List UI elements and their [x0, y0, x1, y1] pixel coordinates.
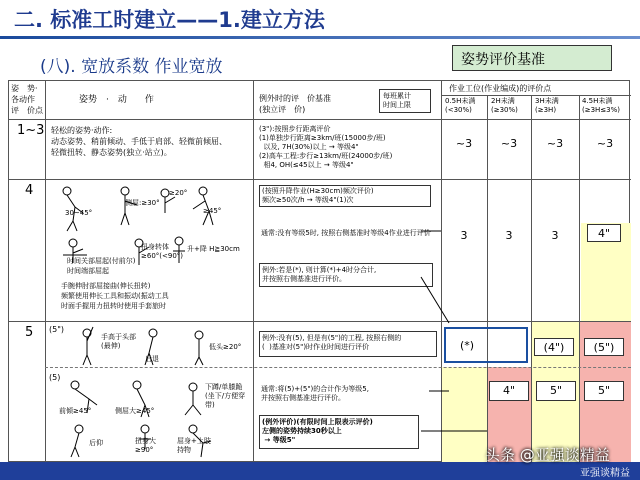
row-4-value-45h: 4" [597, 227, 611, 240]
fig-5b-lean-back: 后仰 [89, 439, 103, 447]
fig-4-angle-20: ≥20° [169, 189, 188, 197]
fig-4-lateral-bend: 侧屈:≥30° [125, 199, 160, 207]
title-divider [0, 36, 640, 39]
connector-arrows [9, 81, 631, 463]
row-5b-value-3h: 5" [549, 384, 563, 397]
row-1-3-value-3h: ~3 [546, 137, 564, 150]
row-1-3-value-45h: ~3 [596, 137, 614, 150]
footer-brand: 亚强谈精益 [580, 468, 630, 479]
section-subtitle: (八). 宽放系数 作业宽放 [40, 57, 223, 77]
fig-5b-squat: 下蹲/单膝跪(坐下/方便穿带) [205, 383, 246, 409]
row-4-example-2: 通常:没有等级5时, 按照右侧基准时等级4作业进行评价 [261, 229, 431, 237]
row-5b-value-45h: 5" [597, 384, 611, 397]
row-5c-example: (例外评价)(有限时间上限表示评价) 左侧的姿势持续30秒以上 → 等级5" [262, 418, 373, 444]
posture-evaluation-table [8, 80, 630, 462]
row-label-1-3: 1~3 [17, 123, 45, 138]
row-5b-label: (5) [49, 373, 61, 382]
row-5a-value-3h: (4") [543, 341, 565, 354]
row-label-5: 5 [25, 325, 34, 340]
header-example-criteria: 例外时的评 价基准 (独立评 价) [259, 94, 331, 114]
fig-4-arm-end: 时间端部屈起 [67, 267, 109, 275]
fig-5a-head-down: 低头≥20° [209, 343, 242, 351]
header-time-limit: 每班累计 时间上限 [383, 92, 411, 109]
fig-5a-lean-back: 后退 [145, 355, 159, 363]
header-col-3h: 3H未满 (≥3H) [535, 97, 559, 114]
watermark: 头条 @亚强谈精益 [485, 446, 610, 464]
row-5a-value-05h: (*) [459, 339, 475, 352]
row-5b-example: 通常:将(5)+(5")的合计作为等级5, 并按照右侧基准进行评价。 [261, 385, 369, 402]
row-4-description: 手腕伸肘部屈接曲(伸长扭转) 频繁使用伸长工具和振动(振动工具 时面手握用力扭转时使用手套旅时 [61, 282, 169, 310]
row-1-3-description: 轻松的姿势·动作: 动态姿势、稍前倾动、手低于肩部、轻微前倾屈、 轻微扭转、静态姿势(独立·站立)。 [51, 126, 227, 157]
header-posture-action: 姿势 · 动 作 [79, 95, 154, 105]
row-4-value-05h: 3 [460, 229, 468, 242]
fig-4-arm-up: 时间关部屈起(付前尔) [67, 257, 136, 265]
header-col-05h: 0.5H未满 (<30%) [445, 97, 476, 114]
row-4-value-3h: 3 [551, 229, 559, 242]
fig-4-angle-30-45: 30~45° [65, 209, 93, 217]
header-workstation-points: 作业工位(作业编成)的评价点 [449, 84, 552, 93]
row-4-value-2h: 3 [505, 229, 513, 242]
fig-4-angle-45: ≥45° [203, 207, 222, 215]
page-title: 二. 标准工时建立——1.建立方法 [14, 8, 325, 32]
row-5a-value-45h: (5") [593, 341, 615, 354]
row-4-example-3: 例外:若是(*), 则计算(*)+4时分合计, 并按照右侧基准进行评价。 [262, 266, 377, 283]
posture-criteria-label: 姿势评价基准 [452, 45, 612, 71]
fig-5b-bend-carry: 屈身+上肢持物 [177, 437, 211, 454]
fig-5b-twist: 扭身大≥90° [135, 437, 156, 454]
row-4-example-1: (按照升降作业(H≥30cm)频次评价) 频次≥50次/h → 等级4"(1)次 [262, 187, 374, 204]
row-5b-value-2h: 4" [502, 384, 516, 397]
row-1-3-value-05h: ~3 [455, 137, 473, 150]
header-col-2h: 2H未满 (≥30%) [491, 97, 518, 114]
header-col-45h: 4.5H未满 (≥3H≤3%) [582, 97, 621, 114]
row-5a-label: (5") [49, 325, 65, 334]
fig-5b-lateral-bend: 侧屈大≥45° [115, 407, 155, 415]
row-5a-example: 例外:没有(5), 但是有(5")的工程, 按照右侧的 ( )基准对(5")时作业时间进行评价 [262, 334, 402, 351]
fig-5b-forward-bend: 前倾≥45° [59, 407, 92, 415]
header-posture-points: 姿 势· 各动作 评 价点 [11, 84, 43, 115]
fig-5a-hand-above-head: 手高于头部(最伸) [101, 333, 136, 350]
fig-4-lift-lower: 升+降 H≧30cm [187, 245, 240, 253]
fig-4-twist: 扭身转体≥60°(<90°) [141, 243, 184, 260]
row-1-3-value-2h: ~3 [500, 137, 518, 150]
row-1-3-example: (3"):按照步行距离评价 (1)单独步行距离≥3km/班(15000步/班) 以及, 7H(30%)以上 → 等级4" (2)高车工程:步行≥13km/班(24000步/班) 相4, OH(≤45以上 → 等级4" [259, 125, 393, 169]
row-label-4: 4 [25, 183, 34, 198]
